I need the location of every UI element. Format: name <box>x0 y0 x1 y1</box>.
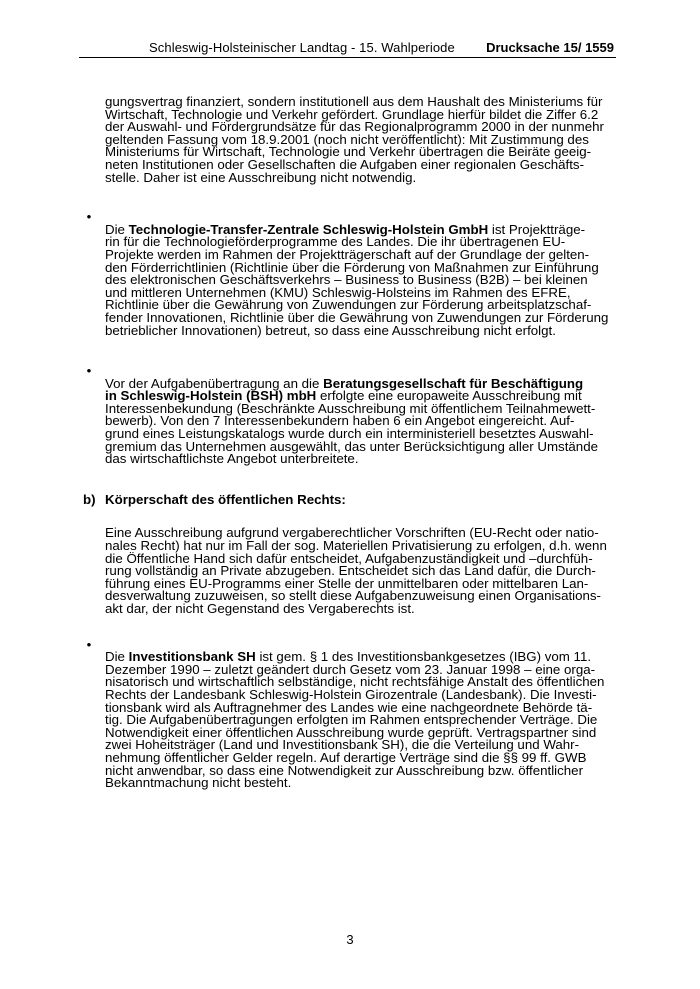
bullet-text-pre: Die <box>105 221 129 237</box>
bullet-icon: • <box>86 209 92 225</box>
bullet-text-pre: Vor der Aufgabenübertragung an die <box>105 375 324 391</box>
header-divider <box>79 57 616 58</box>
bullet-item-bsh <box>86 363 615 467</box>
page-number: 3 <box>346 932 354 947</box>
paragraph-public-law: Eine Ausschreibung aufgrund vergaberechtlicher Vorschriften (EU-Recht oder natio- nales Recht) hat nur im Fall der sog. Materiellen Privatisierung zu erfolgen, d.h. wenn die Öffentliche Hand sich dafür entscheidet, Aufgabenzuständigkeit und –durchfüh- rung vollständig an Private abzugeben. Entscheidet sich das Land dafür, die Durch- führung eines EU-Programms einer Stelle der unmittelbaren oder mittelbaren Lan- desverwaltung zuzuweisen, so stellt diese Aufgabenzuweisung einen Organisations- akt dar, der nicht Gegenstand des Vergaberechts ist. <box>105 525 607 616</box>
section-label: b) <box>83 491 96 507</box>
paragraph-continuation: gungsvertrag finanziert, sondern institutionell aus dem Haushalt des Ministeriums für Wirtschaft, Technologie und Verkehr gefördert. Grundlage hierfür bildet die Ziffer 6.2 der Auswahl- und Fördergrundsätze für das Regionalprogramm 2000 in der nunmehr geltenden Fassung vom 18.9.2001 (noch nicht veröffentlicht): Mit Zustimmung des Ministeriums für Wirtschaft, Technologie und Verkehr übertragen die Beiräte geeig- neten Institutionen oder Gesellschaften die Aufgaben einer regionalen Geschäfts- stelle. Daher ist eine Ausschreibung nicht notwendig. <box>105 94 604 185</box>
bullet-text-post: erfolgte eine europaweite Ausschreibung mit Interessenbekundung (Beschränkte Ausschreibung mit öffentlichem Teilnahmewett- bewerb). Von den 7 Interessenbekundern haben 6 ein Angebot eingereicht. Auf- grund eines Leistungskatalogs wurde durch ein interministeriell besetztes Auswahl- gremium das Unternehmen ausgewählt, das unter Berücksichtigung aller Umstände das wirtschaftlichste Angebot unterbreitete. <box>105 388 598 467</box>
bullet-text-bold: Beratungsgesellschaft für Beschäftigung in Schleswig-Holstein (BSH) mbH <box>105 375 584 404</box>
bullet-icon: • <box>86 636 92 652</box>
section-heading <box>83 491 615 507</box>
bullet-text-bold: Investitionsbank SH <box>128 649 256 665</box>
bullet-icon: • <box>86 363 92 379</box>
bullet-text-post: ist Projektträge- rin für die Technologieförderprogramme des Landes. Die ihr übertragenen EU- Projekte werden im Rahmen der Projektträgerschaft auf der Grundlage der gelten- den Förderrichtlinien (Richtlinie über die Förderung von Maßnahmen zur Einführung des elektronischen Geschäftsverkehrs – Business to Business (B2B) – bei kleinen und mittleren Unternehmen (KMU) Schleswig-Holsteins im Rahmen des EFRE, Richtlinie über die Gewährung von Zuwendungen zur Förderung arbeitsplatzschaf- fender Innovationen, Richtlinie über die Gewährung von Zuwendungen zur Förderung betrieblicher Innovationen) betreut, so dass eine Ausschreibung nicht erfolgt. <box>105 221 609 338</box>
section-title: Körperschaft des öffentlichen Rechts: <box>105 491 346 507</box>
bullet-item-investitionsbank <box>86 636 615 791</box>
page-body <box>83 96 615 790</box>
bullet-text-pre: Die <box>105 649 129 665</box>
bullet-item-ttz <box>86 209 615 338</box>
bullet-text-post: ist gem. § 1 des Investitionsbankgesetzes (IBG) vom 11. Dezember 1990 – zuletzt geändert durch Gesetz vom 23. Januar 1998 – eine orga- nisatorisch und wirtschaftlich selbständige, nicht rechtsfähige Anstalt des öffentlichen Rechts der Landesbank Schleswig-Holstein Girozentrale (Landesbank). Die Investi- tionsbank wird als Auftragnehmer des Landes wie eine nachgeordnete Behörde tä- tig. Die Aufgabenübertragungen erfolgten im Rahmen entsprechender Verträge. Die Notwendigkeit einer öffentlichen Ausschreibung wurde geprüft. Vertragspartner sind zwei Hoheitsträger (Land und Investitionsbank SH), die die Verteilung und Wahr- nehmung öffentlicher Gelder regeln. Auf derartige Verträge sind die §§ 99 ff. GWB nicht anwendbar, so dass eine Notwendigkeit zur Ausschreibung bzw. öffentlicher Bekanntmachung nicht besteht. <box>105 649 605 791</box>
header-title: Schleswig-Holsteinischer Landtag - 15. Wahlperiode <box>149 40 455 55</box>
document-reference: Drucksache 15/ 1559 <box>486 40 614 55</box>
bullet-text-bold: Technologie-Transfer-Zentrale Schleswig-Holstein GmbH <box>128 221 489 237</box>
